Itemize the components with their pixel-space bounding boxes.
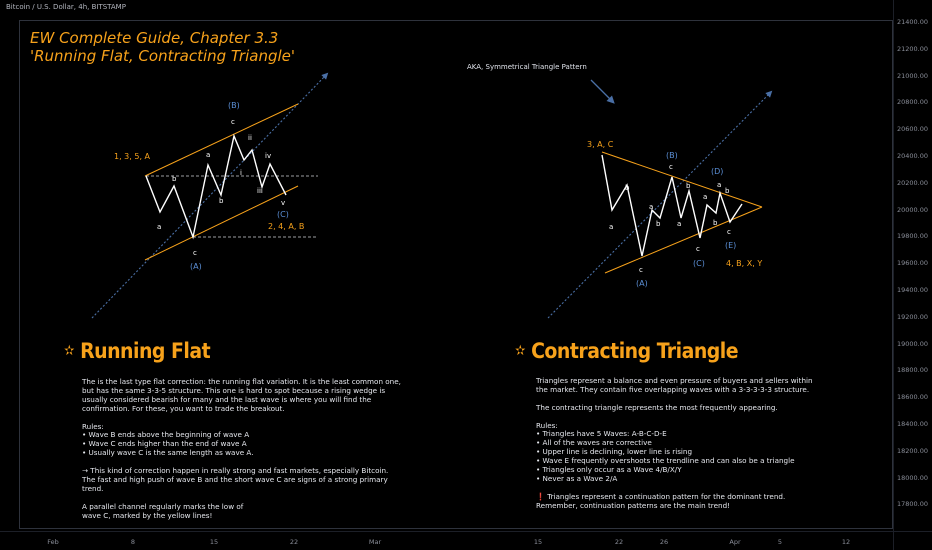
- price-tick: 21200.00: [896, 44, 928, 53]
- rf-label-i: i: [240, 169, 242, 177]
- rf-label-c1: c: [193, 249, 197, 257]
- rf-label-b1: b: [172, 175, 177, 183]
- price-tick: 21000.00: [896, 71, 928, 80]
- price-tick: 19200.00: [896, 312, 928, 321]
- time-tick: 22: [289, 538, 299, 546]
- ct-label-b5: b: [725, 187, 730, 195]
- running-flat-heading: [64, 339, 210, 363]
- ct-label-b4: b: [713, 219, 718, 227]
- star-icon: ✫: [64, 343, 75, 359]
- price-tick: 20200.00: [896, 178, 928, 187]
- rf-label-A: (A): [190, 262, 202, 271]
- ct-label-A: (A): [636, 279, 648, 288]
- contracting-triangle-description: Triangles represent a balance and even pressure of buyers and sellers within the market. They contain five overlapping waves with a 3-3-3-3-3 structure. The contracting triangle represents the most frequently appearing. Rules: • Triangles have 5 Waves: A-B-C-D-E • All of the waves are corrective • Upper line is declining, lower line is rising • Wave E frequently overshoots the trendline and can also be a triangle • Triangles only occur as a Wave 4/B/X/Y • Never as a Wave 2/A ❗ Triangles represent a continuation pattern for the dominant trend. Remember, continuation patterns are the main trend!: [536, 376, 813, 510]
- price-tick: 20400.00: [896, 152, 928, 160]
- contracting-triangle-heading: [515, 339, 738, 363]
- price-tick: 20000.00: [896, 205, 928, 214]
- ct-label-c5: c: [727, 228, 731, 236]
- ct-label-D: (D): [711, 167, 724, 176]
- price-tick: 20600.00: [896, 125, 928, 134]
- ct-label-b1: b: [625, 184, 630, 192]
- ct-label-a2: a: [649, 203, 654, 211]
- price-tick: 18200.00: [896, 446, 928, 455]
- time-tick: 15: [209, 538, 219, 546]
- time-tick: 26: [659, 538, 669, 546]
- price-tick: 19800.00: [896, 232, 928, 241]
- rf-label-B: (B): [228, 101, 240, 110]
- price-tick: 21400.00: [896, 18, 928, 26]
- time-tick: Mar: [368, 538, 382, 546]
- price-tick: 20800.00: [896, 98, 928, 107]
- running-flat-heading-text: Running Flat: [80, 339, 211, 363]
- channel-top-left: [145, 104, 298, 176]
- axis-corner[interactable]: [893, 531, 932, 550]
- rf-label-v: v: [281, 199, 286, 207]
- ct-label-c1: c: [639, 266, 643, 274]
- star-icon: ✫: [515, 343, 526, 359]
- ct-label-c3: c: [696, 245, 700, 253]
- time-tick: Apr: [729, 538, 741, 546]
- ct-label-a3: a: [677, 220, 682, 228]
- symbol-title: Bitcoin / U.S. Dollar, 4h, BITSTAMP: [6, 3, 126, 11]
- time-tick: Feb: [47, 538, 59, 546]
- price-tick: 18600.00: [896, 393, 928, 402]
- rf-label-C: (C): [277, 210, 289, 219]
- contracting-triangle-heading-text: Contracting Triangle: [531, 339, 739, 363]
- ct-label-C: (C): [693, 259, 705, 268]
- rf-label-iii: iii: [257, 187, 263, 195]
- trend-arrow-right: [548, 93, 770, 318]
- triangle-upper-line: [602, 152, 762, 207]
- ct-label-b2: b: [656, 220, 661, 228]
- rf-label-135a: 1, 3, 5, A: [114, 152, 150, 161]
- ct-label-a5: a: [717, 181, 722, 189]
- rf-label-b2: b: [219, 197, 224, 205]
- running-flat-description: The is the last type flat correction: the running flat variation. It is the least common one, but has the same 3-3-5 structure. This one is hard to spot because a rising wedge is usually considered bearish for many and the last wave is where you will find the confirmation. For these, you want to trade the breakout. Rules: • Wave B ends above the beginning of wave A • Wave C ends higher than the end of wave A • Usually wave C is the same length as wave A. → This kind of correction happen in really strong and fast markets, especially Bitcoin. The fast and high push of wave B and the short wave C are signs of a strong primary trend. A parallel channel regularly marks the low of wave C, marked by the yellow lines!: [82, 377, 401, 520]
- time-axis[interactable]: [0, 531, 894, 550]
- rf-label-a1: a: [157, 223, 162, 231]
- ct-label-4bxy: 4, B, X, Y: [726, 259, 763, 268]
- price-tick: 18400.00: [896, 420, 928, 428]
- rf-label-iv: iv: [265, 152, 272, 160]
- price-tick: 19400.00: [896, 286, 928, 294]
- rf-label-a2: a: [206, 151, 211, 159]
- price-tick: 19600.00: [896, 259, 928, 268]
- rf-label-ii: ii: [248, 134, 252, 142]
- ct-label-a4: a: [703, 193, 708, 201]
- ct-label-E: (E): [725, 241, 737, 250]
- ct-label-a1: a: [609, 223, 614, 231]
- time-tick: 5: [777, 538, 783, 546]
- aka-label: AKA, Symmetrical Triangle Pattern: [467, 63, 587, 71]
- rf-label-c2: c: [231, 118, 235, 126]
- time-tick: 8: [130, 538, 136, 546]
- trend-arrow-left: [92, 75, 326, 318]
- time-tick: 22: [614, 538, 624, 546]
- time-tick: 15: [533, 538, 543, 546]
- price-tick: 18800.00: [896, 366, 928, 375]
- ct-label-B: (B): [666, 151, 678, 160]
- ct-label-3ac: 3, A, C: [587, 140, 614, 149]
- ct-label-c2: c: [669, 163, 673, 171]
- price-tick: 18000.00: [896, 473, 928, 482]
- price-axis[interactable]: [893, 0, 932, 532]
- rf-label-24ab: 2, 4, A, B: [268, 222, 305, 231]
- price-tick: 19000.00: [896, 339, 928, 348]
- aka-pointer-arrow: [591, 80, 612, 101]
- price-tick: 17800.00: [896, 500, 928, 509]
- chart-title-line-1: EW Complete Guide, Chapter 3.3: [30, 29, 279, 47]
- time-tick: 12: [841, 538, 851, 546]
- ct-label-b3: b: [686, 182, 691, 190]
- chart-title-line-2: 'Running Flat, Contracting Triangle': [30, 47, 295, 65]
